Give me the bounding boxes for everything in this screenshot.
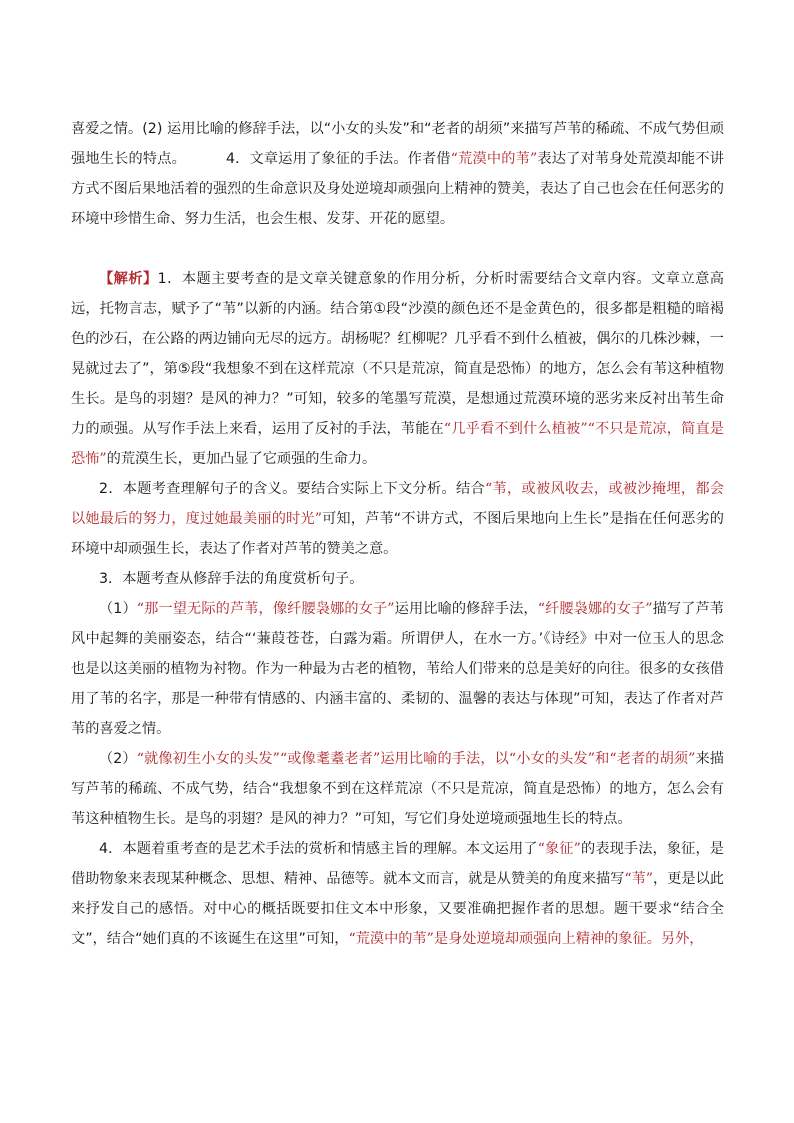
analysis-text: 4．本题着重考查的是艺术手法的赏析和情感主旨的理解。本文运用了 bbox=[99, 841, 538, 857]
analysis-text: 的荒漠生长，更加凸显了它顽强的生命力。 bbox=[106, 451, 377, 467]
analysis-paragraph-2 bbox=[71, 474, 724, 564]
analysis-text: 运用比喻的修辞手法， bbox=[394, 601, 538, 617]
highlighted-quote: “几乎看不到什么植被”“不只是荒凉，简直是恐怖” bbox=[71, 421, 724, 467]
answer-paragraph-continued bbox=[71, 114, 724, 234]
answer-text: 表达了对苇身处荒漠却能不讲方式不图后果地活着的强烈的生命意识及身处逆境却顽强向上精神的赞美，表达了自己也会在任何恶劣的环境中珍惜生命、努力生活，也会生根、发芽、开花的愿望。 bbox=[71, 151, 724, 227]
highlighted-quote: “苇，或被风收去，或被沙掩埋，都会以她最后的努力，度过她最美丽的时光” bbox=[71, 481, 724, 527]
analysis-text: 的表现手法，象征，是借助物象来表现某种概念、思想、精神、品德等。就本文而言，就是从赞美的角度来描写 bbox=[71, 841, 724, 887]
analysis-paragraph-6 bbox=[71, 834, 724, 954]
highlighted-quote: “荒漠中的苇”是身处逆境却顽强向上精神的象征。另外， bbox=[348, 931, 704, 947]
analysis-text: （1） bbox=[99, 601, 137, 617]
answer-text: 4．文章运用了象征的手法。作者借 bbox=[225, 151, 451, 167]
analysis-paragraph-1 bbox=[71, 264, 724, 474]
analysis-paragraph-4 bbox=[71, 594, 724, 744]
highlighted-quote: “苇” bbox=[624, 871, 654, 887]
highlighted-quote: “那一望无际的芦苇，像纤腰袅娜的女子” bbox=[136, 601, 395, 617]
highlighted-quote: “荒漠中的苇” bbox=[450, 151, 538, 167]
analysis-text: 2．本题考查理解句子的含义。要结合实际上下文分析。结合 bbox=[99, 481, 485, 497]
highlighted-quote: “象征” bbox=[537, 841, 581, 857]
analysis-text: 描写了芦苇风中起舞的美丽姿态，结合“‘蒹葭苍苍，白露为霜。所谓伊人，在水一方。’《诗经》中对一位玉人的思念也是以这美丽的植物为衬物。作为一种最为古老的植物，苇给人们带来的总是美好的向往。很多的女孩借用了苇的名字，那是一种带有情感的、内涵丰富的、柔韧的、温馨的表达与体现”可知，表达了作者对芦苇的喜爱之情。 bbox=[71, 601, 724, 737]
paragraph-gap bbox=[71, 234, 724, 264]
analysis-label: 【解析】 bbox=[99, 271, 158, 287]
answer-text: 喜爱之情。(2) 运用比喻的修辞手法，以“小女的头发”和“老者的胡须”来描写芦苇的稀疏、不成气势但顽强地生长的特点。 bbox=[71, 121, 724, 167]
analysis-paragraph-3: 3．本题考查从修辞手法的角度赏析句子。 bbox=[99, 571, 364, 587]
highlighted-quote: “纤腰袅娜的女子” bbox=[537, 601, 653, 617]
analysis-text: （2） bbox=[99, 751, 137, 767]
highlighted-quote: “就像初生小女的头发”“或像耄耋老者”运用比喻的手法，以“小女的头发”和“老者的胡须” bbox=[136, 751, 696, 767]
analysis-text: 1．本题主要考查的是文章关键意象的作用分析，分析时需要结合文章内容。文章立意高远，托物言志，赋予了“苇”以新的内涵。结合第①段“沙漠的颜色还不是金黄色的，很多都是粗糙的暗褐色的沙石，在公路的两边铺向无尽的远方。胡杨呢？红柳呢？几乎看不到什么植被，偶尔的几株沙棘，一晃就过去了”，第⑤段“我想象不到在这样荒凉（不只是荒凉，简直是恐怖）的地方，怎么会有苇这种植物生长。是鸟的羽翅？是风的神力？”可知，较多的笔墨写荒漠，是想通过荒漠环境的恶劣来反衬出苇生命力的顽强。从写作手法上来看，运用了反衬的手法，苇能在 bbox=[71, 271, 724, 437]
analysis-text: 可知，芦苇“不讲方式，不图后果地向上生长”是指在任何恶劣的环境中却顽强生长，表达了作者对芦苇的赞美之意。 bbox=[71, 511, 724, 557]
analysis-text: ，更是以此来抒发自己的感悟。对中心的概括既要扣住文本中形象，又要准确把握作者的思想。题干要求“结合全文”，结合“她们真的不该诞生在这里”可知， bbox=[71, 871, 724, 947]
analysis-paragraph-5 bbox=[71, 744, 724, 834]
analysis-text: 来描写芦苇的稀疏、不成气势，结合“我想象不到在这样荒凉（不只是荒凉，简直是恐怖）的地方，怎么会有苇这种植物生长。是鸟的羽翅？是风的神力？”可知，写它们身处逆境顽强地生长的特点。 bbox=[71, 751, 724, 827]
document-body bbox=[71, 114, 724, 954]
